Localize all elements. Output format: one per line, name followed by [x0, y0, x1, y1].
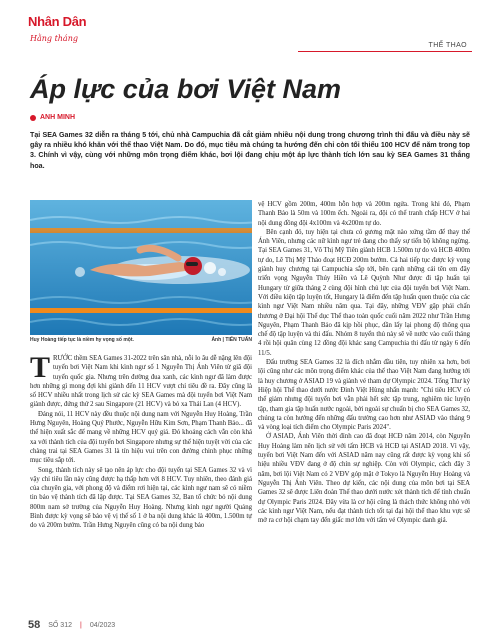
issue-number: SỐ 312 [48, 621, 72, 629]
body-paragraph: vệ HCV gồm 200m, 400m hỗn hợp và 200m ngửa. Trong khi đó, Phạm Thanh Bảo là 50m và 100m ếch. Ngoài ra, đội có thể tranh chấp HCV ở hai nội dung đồng đội 4x100m và 4x200m tự do. [258, 201, 470, 227]
logo-subtitle: Hằng tháng [30, 34, 78, 43]
issue-date: 04/2023 [89, 621, 116, 629]
page-footer [28, 619, 115, 631]
logo-text: Nhân Dân [28, 14, 87, 29]
header-divider [298, 51, 472, 52]
photo-caption-row [30, 337, 252, 343]
photo-credit: Ảnh | TIẾN TUẤN [211, 337, 252, 343]
footer-separator: | [80, 621, 82, 629]
swimmer-illustration [30, 200, 252, 335]
lane-rope-bottom [30, 308, 252, 313]
body-paragraph: TRƯỚC thềm SEA Games 31-2022 trên sân nhà, nỗi lo âu dễ nặng lên đội tuyển bơi Việt Nam khi kình ngư số 1 Nguyễn Thị Ánh Viên từ giã đội tuyển quốc gia. Nhưng trên đường đua xanh, các kình ngư đã làm được hơn những gì mong đợi khi giành đến 11 HCV vượt chỉ tiêu đề ra. Đây cũng là số HCV nhiều nhất trong lịch sử các kỳ SEA Games mà đội tuyển bơi Việt Nam giành được, đứng thứ 2 sau Singapore (21 HCV) và bỏ xa Thái Lan (4 HCV). [30, 351, 252, 409]
article-title: Áp lực của bơi Việt Nam [30, 74, 341, 104]
swimmer-photo [30, 200, 252, 335]
body-paragraph: Bên cạnh đó, tuy hiện tại chưa có gương mặt nào xứng tầm để thay thế Ánh Viên, nhưng các nữ kình ngư trẻ đang cho thấy sự tiến bộ không ngừng. Tại SEA Games 31, Võ Thị Mỹ Tiên giành HCB 1.500m tự do và HCB 400m tự do, Lê Thị Mỹ Thảo đoạt HCĐ 200m bướm. Cả hai tiếp tục được kỳ vọng giành huy chương tại Campuchia sắp tới, bên cạnh những cái tên em đây triển vọng Nguyễn Thúy Hiền và Lê Quỳnh Như được đi tập huấn tại Hungary từ giữa tháng 2 cùng đội hình chủ lực của đội tuyển bơi Việt Nam. Với điều kiện tập luyện tốt, Hungary là điểm đến tập huấn quen thuộc của các kình ngư Việt Nam nhiều năm qua. Tại đây, những VĐV gặp phải chấn thương ở Đại hội Thể dục Thể thao toàn quốc cuối năm 2022 như Trần Hưng Nguyên, Phạm Thanh Bảo đã kịp hồi phục, dần lấy lại phong độ thông qua chế độ tập luyện và thi đấu. Nhóm 8 tuyển thủ này sẽ về nước vào cuối tháng 4 rồi hội quân cùng 12 đồng đội khác sang Campuchia thi đấu từ ngày 6 đến 11/5. [258, 228, 470, 357]
body-paragraph: Song, thành tích này sẽ tạo nên áp lực cho đội tuyển tại SEA Games 32 và vì vậy chỉ tiêu lần này cũng được hạ thấp hơn với 8 HCV. Tuy nhiên, theo đánh giá của chuyên gia, với phong độ và điểm rơi hiện tại, các kình ngư nam sẽ có niềm tin bảo vệ thành tích đã lập được. Tại SEA Games 32, Ban tổ chức bỏ nội dung 800m nam sở trường của Nguyễn Huy Hoàng. Nhưng kình ngư người Quảng Bình được kỳ vọng sẽ bảo vệ vị thế số 1 ở ba nội dung khác là 400m, 1.500m tự do và 200m bướm. Trần Hưng Nguyên cũng có ba nội dung bảo [30, 466, 252, 530]
body-paragraph: Ở ASIAD, Ánh Viên thời đỉnh cao đã đoạt HCĐ năm 2014, còn Nguyễn Huy Hoàng làm nên lịch sử với tấm HCB và HCĐ tại ASIAD 2018. Vì vậy, tuyển bơi Việt Nam đến với ASIAD năm nay cũng rất được kỳ vọng khi số hiệu nhiều VĐV đang ở độ chín sự nghiệp. Còn với Olympic, cách đây 3 năm, bơi lội Việt Nam có 2 VĐV góp mặt ở Tokyo là Nguyễn Huy Hoàng và Nguyễn Thị Ánh Viên. Theo dự kiến, các nội dung của môn bơi tại SEA Games 32 sẽ được Liên đoàn Thể thao dưới nước xét thành tích để tính chuẩn dự Olympic Paris 2024. Đây vừa là cơ hội cũng là thách thức không nhỏ với các kình ngư Việt Nam, nếu đạt thành tích tốt tại đại hội thể thao khu vực sẽ mở ra cơ hội chạm tay đến giấc mơ lớn với tấm vé Olympic danh giá. [258, 433, 470, 525]
body-paragraph: Đấu trường SEA Games 32 là đích nhắm đầu tiên, tuy nhiên xa hơn, bơi lội cũng như các môn trọng điểm khác của thể thao Việt Nam đang hướng tới là huy chương ở ASIAD 19 và giành vé tham dự Olympic 2024. Tổng Thư ký Hiệp hội Thể thao dưới nước Đinh Việt Hùng nhấn mạnh: "Chỉ tiêu HCV có thể giảm nhưng đội tuyển bơi vẫn phải hết sức tập trung, nghiêm túc luyện tập, tham gia tập huấn nước ngoài, bởi ngoài sự chuẩn bị cho SEA Games 32, chúng ta còn hướng đến những đấu trường cao hơn như ASIAD vào tháng 9 và vòng loại tích điểm cho Olympic Paris 2024". [258, 359, 470, 432]
byline [30, 114, 75, 121]
drop-cap: T [30, 351, 51, 384]
body-column-right [258, 200, 470, 525]
author-name: ANH MINH [40, 114, 75, 121]
page-number: 58 [28, 619, 41, 631]
body-paragraph: Đáng nói, 11 HCV này đều thuộc nội dung nam với Nguyễn Huy Hoàng, Trần Hưng Nguyên, Hoàng Quý Phước, Nguyễn Hữu Kim Sơn, Phạm Thanh Bảo... đã thể hiện xuất sắc để mang về những HCV quý giá. Đó khoảng cách vẫn còn khá xa với thành tích của đội tuyển bơi Singapore nhưng sự thể hiện tuyệt vời của các chàng trai tại SEA Games 31 là tín hiệu vui trên con đường chinh phục những mục tiêu sắp tới. [30, 410, 253, 465]
newspaper-logo[interactable] [28, 14, 86, 50]
body-column-left [30, 351, 253, 531]
lane-rope-top [30, 228, 252, 233]
article-lead: Tại SEA Games 32 diễn ra tháng 5 tới, chủ nhà Campuchia đã cắt giảm nhiều nội dung trong chương trình thi đấu và điều này sẽ gây ra nhiều khó khăn với thể thao Việt Nam. Do đó, mục tiêu mà chúng ta hướng đến chỉ còn tối thiểu 100 HCV để năm trong top 3. Chính vì vậy, cùng với những môn trọng điểm khác, bơi lội đang chịu một áp lực thành tích lớn sau kỳ SEA Games 31 thắng hoa. [30, 131, 470, 170]
section-label: THỂ THAO [428, 42, 467, 49]
byline-bullet-icon [30, 115, 36, 121]
photo-caption: Huy Hoàng tiếp tục là niềm hy vọng số một. [30, 337, 134, 343]
